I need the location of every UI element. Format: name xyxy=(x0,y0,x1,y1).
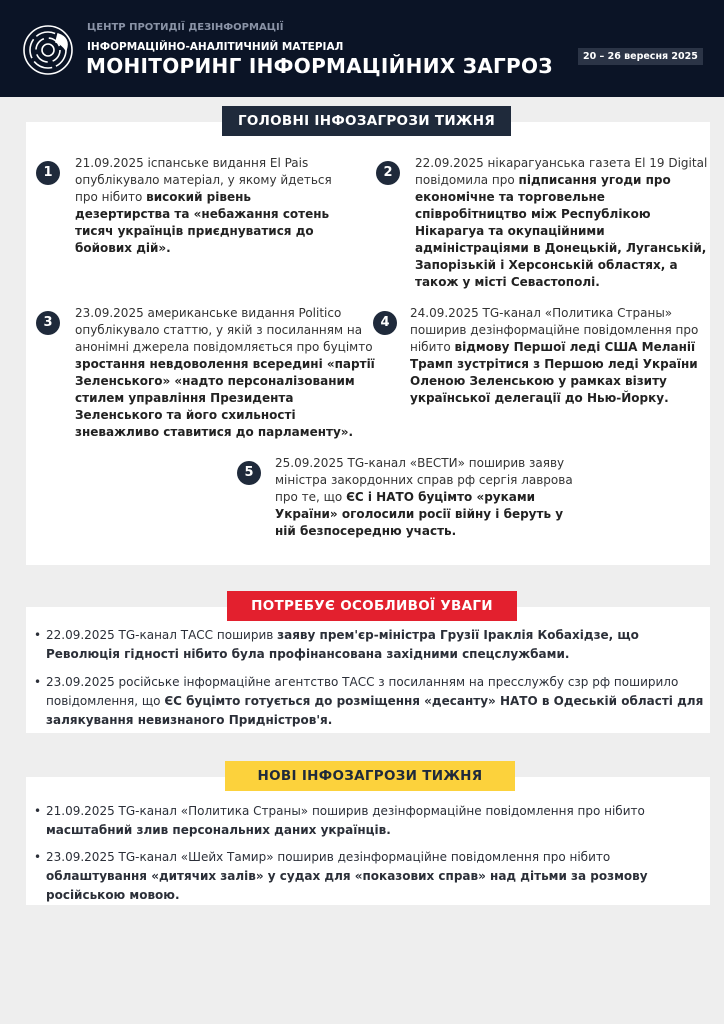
bullet-item xyxy=(46,673,706,730)
item-number-badge: 4 xyxy=(373,311,397,335)
highlighted-text: ЄС буцімто готується до розміщення «десанту» НАТО в Одеській області для залякування невизнаного Придністров'я. xyxy=(46,694,704,727)
date-range-badge: 20 – 26 вересня 2025 xyxy=(578,48,703,65)
document-type: ІНФОРМАЦІЙНО-АНАЛІТИЧНИЙ МАТЕРІАЛ xyxy=(87,41,344,53)
text: 23.09.2025 американське видання Politico опублікувало статтю, у якій з посиланням на анонімні джерела повідомляється про буцімто xyxy=(75,306,373,354)
page-title: МОНІТОРИНГ ІНФОРМАЦІЙНИХ ЗАГРОЗ xyxy=(86,54,553,78)
maze-globe-logo xyxy=(22,24,74,76)
highlighted-text: відмову Першої леді США Меланії Трамп зустрітися з Першою леді України Оленою Зеленською у рамках візиту української делегації до Нью-Йорку. xyxy=(410,340,698,405)
attention-heading: ПОТРЕБУЄ ОСОБЛИВОЇ УВАГИ xyxy=(227,591,517,621)
text: 21.09.2025 іспанське видання El Pais опублікувало матеріал, у якому йдеться про нібито xyxy=(75,156,332,204)
bullet-item xyxy=(46,626,706,664)
header xyxy=(0,0,724,97)
threat-item xyxy=(410,305,710,407)
threat-item xyxy=(75,305,375,441)
item-number-badge: 2 xyxy=(376,161,400,185)
highlighted-text: заяву прем'єр-міністра Грузії Іраклія Кобахідзе, що Революція гідності нібито була профінансована західними спецслужбами. xyxy=(46,628,639,661)
highlighted-text: високий рівень дезертирства та «небажання сотень тисяч українців приєднуватися до бойових дій». xyxy=(75,190,330,255)
text: 24.09.2025 TG-канал «Политика Страны» поширив дезінформаційне повідомлення про нібито xyxy=(410,306,699,354)
text: 23.09.2025 російське інформаційне агентство ТАСС з посиланням на пресслужбу сзр рф поширило повідомлення, що xyxy=(46,675,679,708)
text: 21.09.2025 TG-канал «Политика Страны» поширив дезінформаційне повідомлення про нібито xyxy=(46,804,645,818)
text: 23.09.2025 TG-канал «Шейх Тамир» поширив дезінформаційне повідомлення про нібито xyxy=(46,850,611,864)
bullet-item xyxy=(46,802,706,840)
threat-item xyxy=(275,455,585,540)
highlighted-text: ЄС і НАТО буцімто «руками України» оголосили росії війну і беруть у ній безпосередню участь. xyxy=(275,490,564,538)
text: 22.09.2025 TG-канал ТАСС поширив xyxy=(46,628,278,642)
organization-name: ЦЕНТР ПРОТИДІЇ ДЕЗІНФОРМАЦІЇ xyxy=(87,22,284,33)
item-number-badge: 3 xyxy=(36,311,60,335)
bullet-item xyxy=(46,848,706,905)
text: 22.09.2025 нікарагуанська газета El 19 Digital повідомила про xyxy=(415,156,708,187)
threat-item xyxy=(75,155,345,257)
threat-item xyxy=(415,155,715,291)
highlighted-text: облаштування «дитячих залів» у судах для «показових справ» над дітьми за розмову російською мовою. xyxy=(46,869,648,902)
main-threats-heading: ГОЛОВНІ ІНФОЗАГРОЗИ ТИЖНЯ xyxy=(222,106,511,136)
new-threats-heading: НОВІ ІНФОЗАГРОЗИ ТИЖНЯ xyxy=(225,761,515,791)
item-number-badge: 5 xyxy=(237,461,261,485)
highlighted-text: зростання невдоволення всередині «партії Зеленського» «надто персоналізованим стилем управління Президента Зеленського та його схильності зневажливо ставитися до парламенту». xyxy=(75,357,375,439)
highlighted-text: масштабний злив персональних даних українців. xyxy=(46,823,391,837)
highlighted-text: підписання угоди про економічне та торговельне співробітництво між Республікою Нікарагуа та окупаційними адміністраціями в Донецькій, Луганській, Запорізькій і Херсонській областях, а також у місті Севастополі. xyxy=(415,173,707,289)
text: 25.09.2025 TG-канал «ВЕСТИ» поширив заяву міністра закордонних справ рф сергія лаврова про те, що xyxy=(275,456,573,504)
item-number-badge: 1 xyxy=(36,161,60,185)
